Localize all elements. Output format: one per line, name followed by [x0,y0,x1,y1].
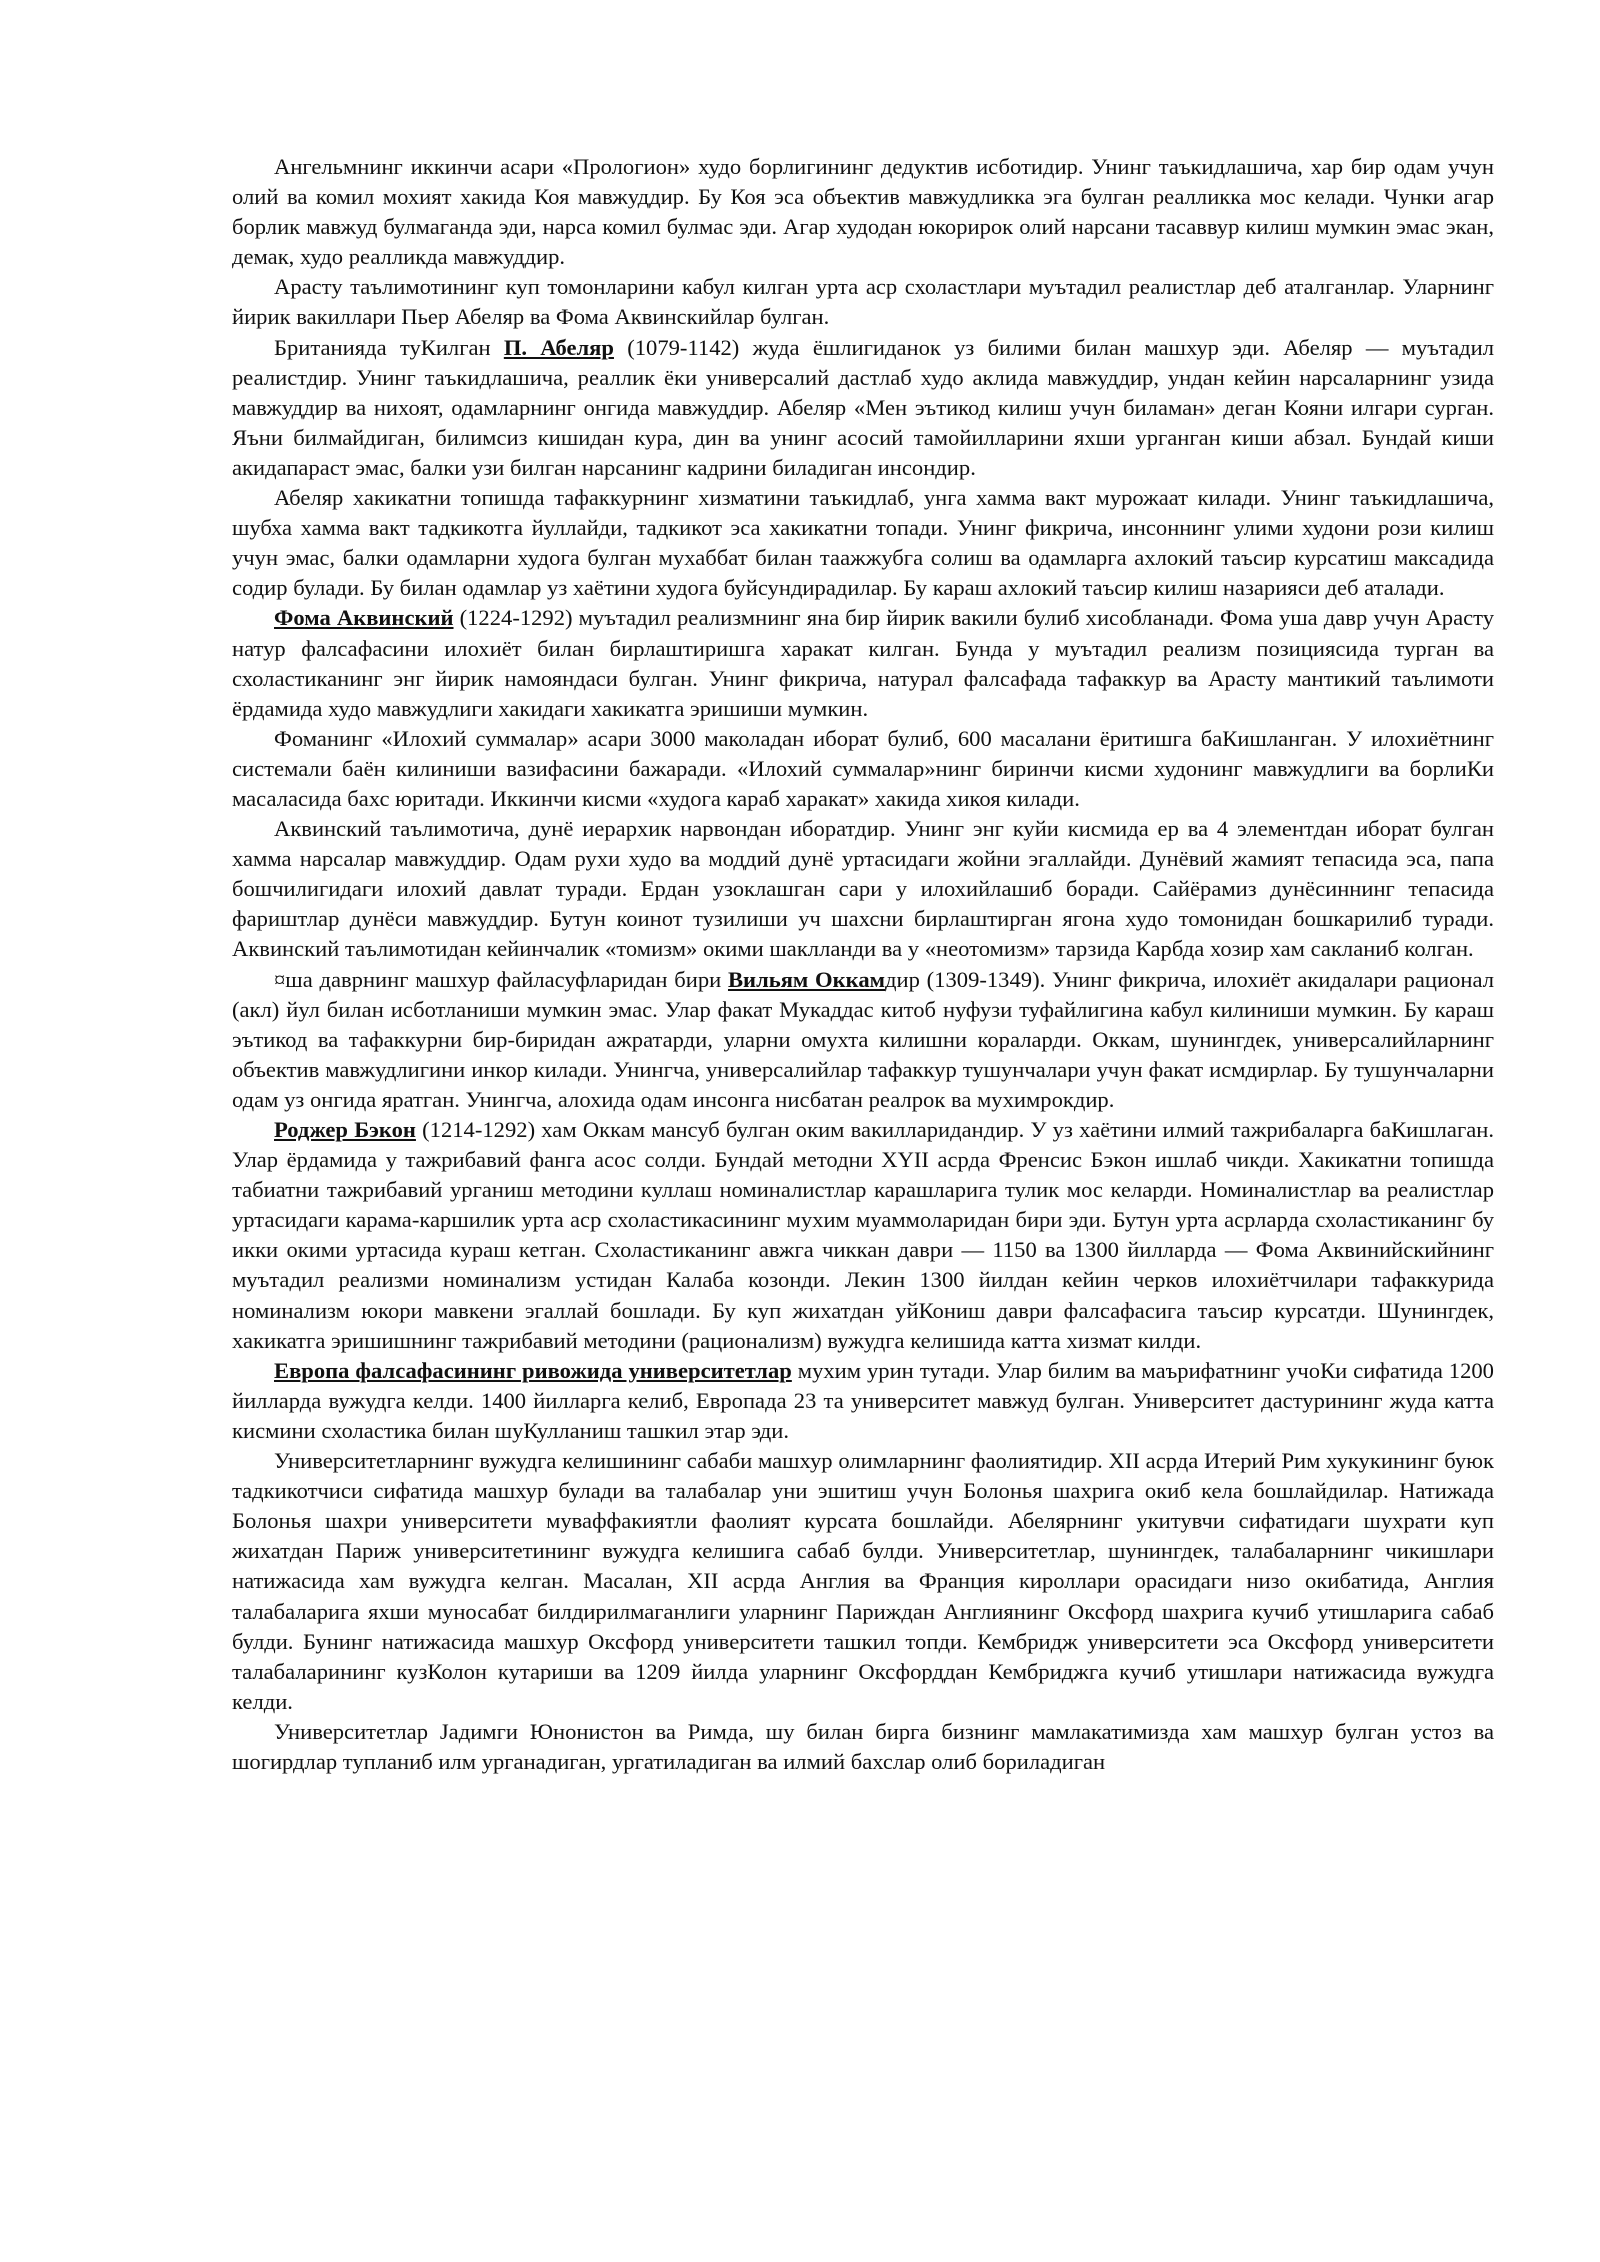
text-run: дир (1309-1349). Унинг фикрича, илохиёт акидалари рационал (акл) йул билан исботланиши мумкин эмас. Улар факат Мукаддас китоб нуфузи туфайлигина кабул килиниши мумкин. Бу караш эътикод ва тафаккурни бир-биридан ажратарди, уларни омухта килишни кораларди. Оккам, шунингдек, универсалийларнинг объектив мавжудлигини инкор килади. Унингча, универсалийлар тафаккур тушунчалари учун факат исмдирлар. Бу тушунчаларни одам уз онгида яратган. Унингча, алохида одам инсонга нисбатан реалрок ва мухимрокдир. [232,966,1494,1112]
text-run: (1214-1292) хам Оккам мансуб булган оким вакилларидандир. У уз хаётини илмий тажрибаларга баКишлаган. Улар ёрдамида у тажрибавий фанга асос солди. Бундай методни XYII асрда Френсис Бэкон ишлаб чикди. Хакикатни топишда табиатни тажрибавий урганиш методини куллаш номиналистлар карашларига тулик мос келарди. Номиналистлар ва реалистлар уртасидаги карама-каршилик урта аср схоластикасининг мухим муаммоларидан бири эди. Бутун урта асрларда схоластиканинг бу икки окими уртасида кураш кетган. Схоластиканинг авжга чиккан даври — 1150 ва 1300 йилларда — Фома Аквинийскийнинг муътадил реализми номинализм устидан Калаба козонди. Лекин 1300 йилдан кейин черков илохиётчилари тафаккурида номинализм юкори мавкени эгаллай бошлади. Бу куп жихатдан уйКониш даври фалсафасига таъсир курсатди. Шунингдек, хакикатга эришишнинг тажрибавий методини (рационализм) вужудга келишида катта хизмат килди. [232,1117,1494,1353]
paragraph [232,965,1494,1115]
term-bacon: Роджер Бэкон [274,1117,416,1142]
paragraph [232,603,1494,723]
paragraph [232,152,1494,272]
paragraph [232,814,1494,964]
text-run: ¤ша даврнинг машхур файласуфларидан бири [274,966,728,992]
text-run: (1079-1142) жуда ёшлигиданок уз билими билан машхур эди. Абеляр — муътадил реалистдир. Унинг таъкидлашича, реаллик ёки универсалий дастлаб худо аклида мавжуддир, ундан кейин нарсаларнинг узида мавжуддир ва нихоят, одамларнинг онгида мавжуддир. Абеляр «Мен эътикод килиш учун биламан» деган Кояни илгари сурган. Яъни билмайдиган, билимсиз кишидан кура, дин ва унинг асосий тамойилларини яхши урганган киши абзал. Бундай киши акидапараст эмас, балки узи билган нарсанинг кадрини биладиган инсондир. [232,334,1494,480]
text-run: Ангельмнинг иккинчи асари «Прологион» худо борлигининг дедуктив исботидир. Унинг таъкидлашича, хар бир одам учун олий ва комил мохият хакида Коя мавжуддир. Бу Коя эса объектив мавжудликка эга булган реалликка мос келади. Чунки агар борлик мавжуд булмаганда эди, нарса комил булмас эди. Агар худодан юкорирок олий нарсани тасаввур килиш мумкин эмас экан, демак, худо реалликда мавжуддир. [232,154,1494,270]
text-run: (1224-1292) муътадил реализмнинг яна бир йирик вакили булиб хисобланади. Фома уша давр учун Арасту натур фалсафасини илохиёт билан бирлаштиришга харакат килган. Бунда у муътадил реализм позициясида турган ва схоластиканинг энг йирик намояндаси булган. Унинг фикрича, натурал фалсафада тафаккур ва Арасту мантикий таълимоти ёрдамида худо мавжудлиги хакидаги хакикатга эришиши мумкин. [232,605,1494,721]
document-page [232,152,1494,1777]
paragraph [232,1115,1494,1356]
text-run: Аквинский таълимотича, дунё иерархик нарвондан иборатдир. Унинг энг куйи кисмида ер ва 4 элементдан иборат булган хамма нарсалар мавжуддир. Одам рухи худо ва моддий дунё уртасидаги жойни эгаллайди. Дунёвий жамият тепасида эса, папа бошчилигидаги илохий давлат туради. Ердан узоклашган сари у илохийлашиб боради. Сайёрамиз дунёсиннинг тепасида фариштлар дунёси мавжуддир. Бутун коинот тузилиши уч шахсни бирлаштирган ягона худо томонидан бошкарилиб туради. Аквинский таълимотидан кейинчалик «томизм» окими шаклланди ва у «неотомизм» тарзида Карбда хозир хам сакланиб колган. [232,816,1494,962]
term-aquinas: Фома Аквинский [274,605,454,631]
paragraph [232,483,1494,603]
paragraph [232,1356,1494,1446]
text-run: Абеляр хакикатни топишда тафаккурнинг хизматини таъкидлаб, унга хамма вакт мурожаат килади. Унинг таъкидлашича, шубха хамма вакт тадкикотга йуллайди, тадкикот эса хакикатни топади. Унинг фикрича, инсоннинг улими худони рози килиш учун эмас, балки одамларни худога булган мухаббат билан таажжубга солиш ва одамларга ахлокий таъсир курсатиш максадида содир булади. Бу билан одамлар уз хаётини худога буйсундирадилар. Бу караш ахлокий таъсир килиш назарияси деб аталади. [232,485,1494,601]
text-run: Университетларнинг вужудга келишининг сабаби машхур олимларнинг фаолиятидир. XII асрда Итерий Рим хукукининг буюк тадкикотчиси сифатида машхур булади ва талабалар уни эшитиш учун Болонья шахрига окиб кела бошлайдилар. Натижада Болонья шахри университети муваффакиятли фаолият курсата бошлайди. Абелярнинг укитувчи сифатидаги шухрати куп жихатдан Париж университетининг вужудга келишига сабаб булди. Университетлар, шунингдек, талабаларнинг чикишлари натижасида хам вужудга келган. Масалан, XII асрда Англия ва Франция кироллари орасидаги низо окибатида, Англия талабаларига яхши муносабат билдирилмаганлиги уларнинг Париждан Англиянинг Оксфорд шахрига кучиб утишларига сабаб булди. Бунинг натижасида машхур Оксфорд университети ташкил топди. Кембридж университети эса Оксфорд университети талабаларининг кузКолон кутариши ва 1209 йилда уларнинг Оксфорддан Кембриджга кучиб утишлари натижасида вужудга келди. [232,1448,1494,1714]
paragraph [232,1446,1494,1717]
term-universities: Европа фалсафасининг ривожида университетлар [274,1357,792,1383]
term-abelard: П. Абеляр [503,334,614,360]
text-run: Британияда туКилган [274,334,504,360]
text-run: Фоманинг «Илохий суммалар» асари 3000 маколадан иборат булиб, 600 масалани ёритишга баКишланган. У илохиётнинг системали баён килиниши вазифасини бажаради. «Илохий суммалар»нинг биринчи кисми худонинг мавжудлиги ва борлиКи масаласида бахс юритади. Иккинчи кисми «худога караб харакат» хакида хикоя килади. [232,725,1494,811]
text-run: Университетлар Јадимги Юнонистон ва Римда, шу билан бирга бизнинг мамлакатимизда хам машхур булган устоз ва шогирдлар тупланиб илм урганадиган, ургатиладиган ва илмий бахслар олиб бориладиган [232,1718,1494,1774]
paragraph [232,272,1494,332]
paragraph [232,333,1494,483]
text-run: Арасту таълимотининг куп томонларини кабул килган урта аср схоластлари муътадил реалистлар деб аталганлар. Уларнинг йирик вакиллари Пьер Абеляр ва Фома Аквинскийлар булган. [232,274,1494,330]
text-run: мухим урин тутади. Улар билим ва маърифатнинг учоКи сифатида 1200 йилларда вужудга келди. 1400 йилларга келиб, Европада 23 та университет мавжуд булган. Университет дастурининг жуда катта кисмини схоластика билан шуКулланиш ташкил этар эди. [232,1357,1494,1443]
paragraph [232,724,1494,814]
term-ockham: Вильям Оккам [727,966,886,992]
paragraph [232,1717,1494,1777]
